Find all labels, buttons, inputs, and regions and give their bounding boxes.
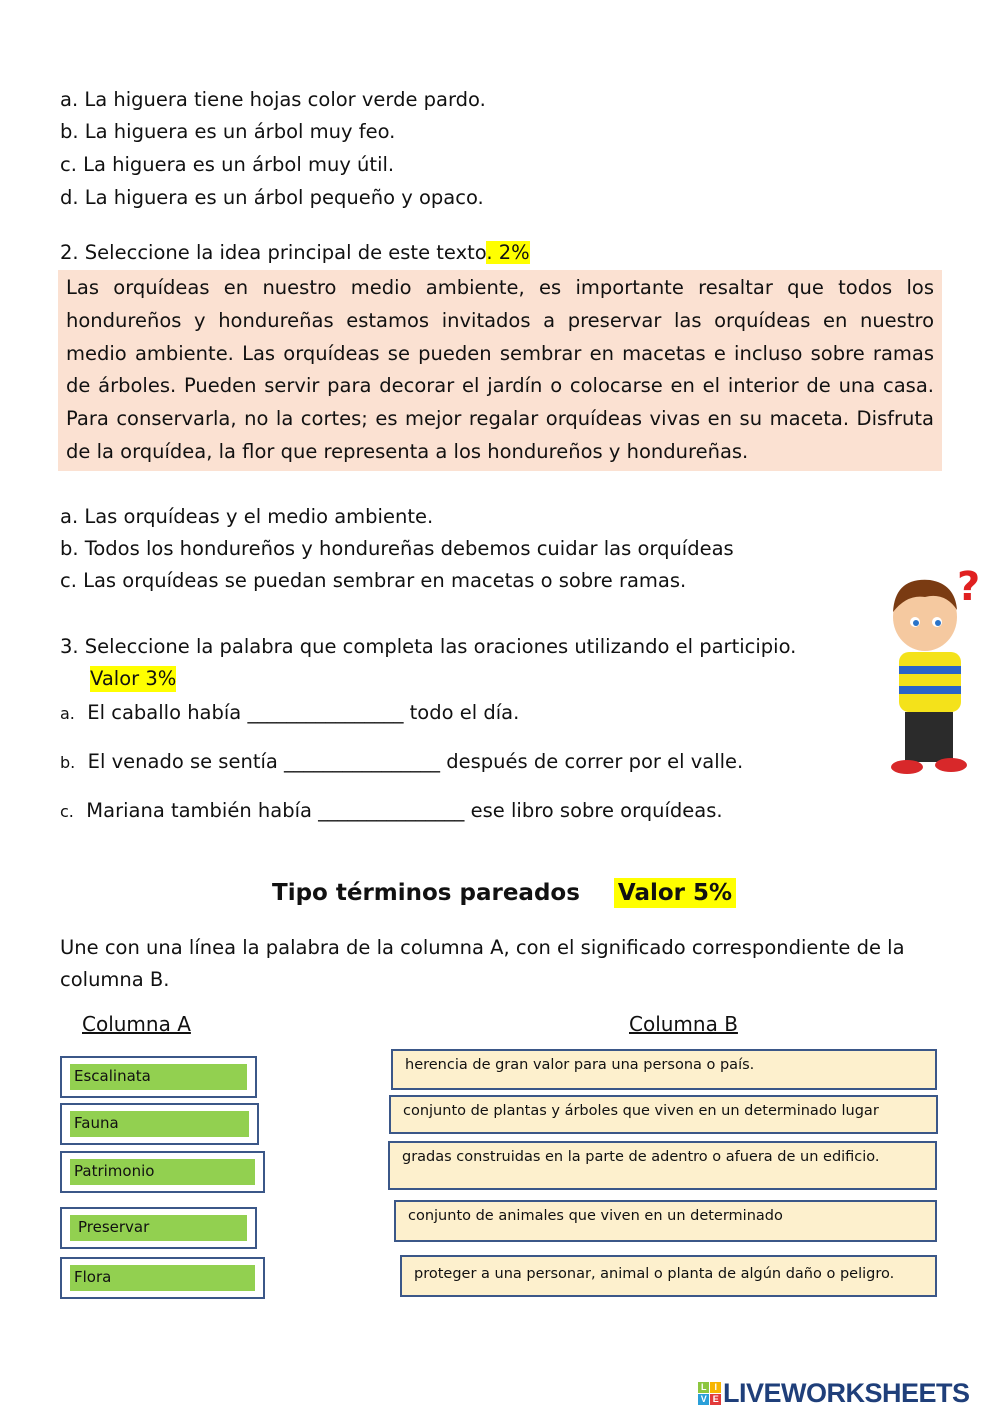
q3-item-b — [60, 749, 743, 776]
item-label: c. — [60, 802, 74, 821]
q2-value: . 2% — [486, 241, 530, 264]
matching-title-text: Tipo términos pareados — [272, 880, 580, 906]
q3-item-c — [60, 798, 723, 825]
matching-value: Valor 5% — [614, 878, 736, 908]
q1-option-c: c. La higuera es un árbol muy útil. — [60, 153, 395, 176]
item-label: a. — [60, 704, 75, 723]
q1-option-b: b. La higuera es un árbol muy feo. — [60, 120, 396, 143]
term-fauna[interactable] — [60, 1103, 259, 1145]
item-before: El caballo había — [87, 701, 242, 724]
badge-letter: L — [698, 1382, 709, 1393]
q1-option-a: a. La higuera tiene hojas color verde pardo. — [60, 88, 486, 111]
q3-item-a — [60, 700, 519, 727]
term-label: Patrimonio — [70, 1159, 255, 1185]
liveworksheets-logo — [698, 1378, 970, 1409]
item-after: ese libro sobre orquídeas. — [470, 799, 723, 822]
term-label: Flora — [70, 1265, 255, 1291]
term-label: Fauna — [70, 1111, 249, 1137]
badge-letter: V — [698, 1394, 709, 1405]
definition-2[interactable]: conjunto de plantas y árboles que viven en un determinado lugar — [389, 1095, 938, 1134]
term-preservar[interactable] — [60, 1207, 257, 1249]
term-flora[interactable] — [60, 1257, 265, 1299]
badge-letter: E — [710, 1394, 721, 1405]
definition-1[interactable]: herencia de gran valor para una persona o país. — [391, 1049, 937, 1090]
matching-title — [272, 880, 736, 906]
blank-input[interactable]: ________________ — [247, 701, 404, 724]
logo-text: LIVEWORKSHEETS — [723, 1378, 970, 1408]
q2-option-b[interactable]: b. Todos los hondureños y hondureñas debemos cuidar las orquídeas — [60, 537, 734, 560]
blank-input[interactable]: ________________ — [284, 750, 441, 773]
term-escalinata[interactable] — [60, 1056, 257, 1098]
badge-letter: I — [710, 1382, 721, 1393]
q2-option-a[interactable]: a. Las orquídeas y el medio ambiente. — [60, 505, 434, 528]
q3-prompt: 3. Seleccione la palabra que completa las oraciones utilizando el participio. — [60, 635, 797, 658]
matching-instructions: Une con una línea la palabra de la columna A, con el significado correspondiente de la columna B. — [60, 936, 905, 991]
q2-passage: Las orquídeas en nuestro medio ambiente, es importante resaltar que todos los hondureños y hondureñas estamos invitados a preservar las orquídeas en nuestro medio ambiente. Las orquídeas se pueden sembrar en macetas e incluso sobre ramas de árboles. Pueden servir para decorar el jardín o colocarse en el interior de una casa. Para conservarla, no la cortes; es mejor regalar orquídeas vivas en su maceta. Disfruta de la orquídea, la flor que representa a los hondureños y hondureñas. — [58, 270, 942, 471]
q2-prompt — [60, 240, 530, 266]
column-a-title: Columna A — [82, 1012, 191, 1036]
item-label: b. — [60, 753, 76, 772]
logo-badge-icon — [698, 1382, 721, 1405]
item-before: El venado se sentía — [87, 750, 278, 773]
thinking-boy-illustration — [885, 562, 985, 787]
term-label: Preservar — [70, 1215, 247, 1241]
definition-5[interactable]: proteger a una personar, animal o planta de algún daño o peligro. — [400, 1255, 937, 1297]
item-after: después de correr por el valle. — [446, 750, 744, 773]
q2-option-c[interactable]: c. Las orquídeas se puedan sembrar en macetas o sobre ramas. — [60, 569, 687, 592]
q1-option-d: d. La higuera es un árbol pequeño y opaco. — [60, 186, 484, 209]
svg-text:?: ? — [957, 564, 981, 610]
definition-3[interactable]: gradas construidas en la parte de adentro o afuera de un edificio. — [388, 1141, 937, 1190]
q2-prompt-text: 2. Seleccione la idea principal de este texto — [60, 241, 487, 264]
blank-input[interactable]: _______________ — [318, 799, 465, 822]
term-label: Escalinata — [70, 1064, 247, 1090]
column-b-title: Columna B — [629, 1012, 738, 1036]
term-patrimonio[interactable] — [60, 1151, 265, 1193]
item-before: Mariana también había — [86, 799, 312, 822]
q3-value: Valor 3% — [90, 667, 177, 690]
item-after: todo el día. — [409, 701, 520, 724]
definition-4[interactable]: conjunto de animales que viven en un determinado — [394, 1200, 937, 1242]
